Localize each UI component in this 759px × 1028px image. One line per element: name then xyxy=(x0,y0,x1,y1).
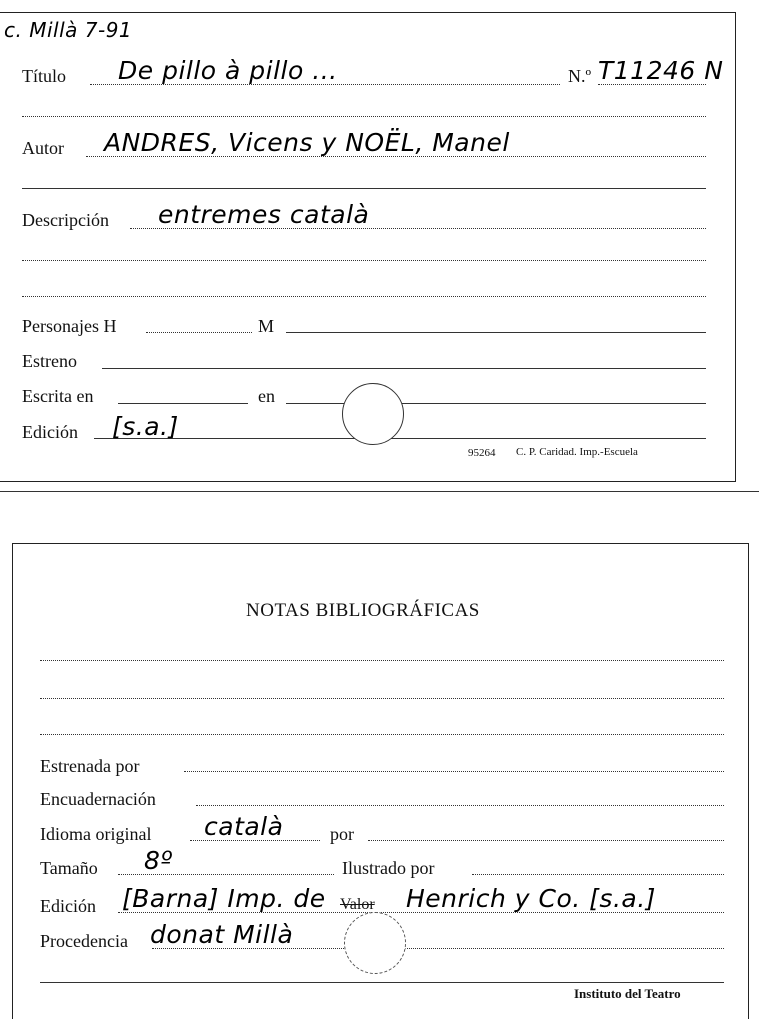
card-divider xyxy=(0,491,759,492)
personajes-m-line xyxy=(286,332,706,333)
estreno-label: Estreno xyxy=(22,351,77,371)
notas-line-2 xyxy=(40,698,724,699)
por-label: por xyxy=(330,824,354,844)
titulo-value: De pillo à pillo ... xyxy=(118,56,338,85)
num-label: N.º xyxy=(568,66,592,86)
idioma-value: català xyxy=(204,812,284,841)
punch-hole-back xyxy=(344,912,406,974)
edicion2-label: Edición xyxy=(40,896,96,916)
autor-value: ANDRES, Vicens y NOËL, Manel xyxy=(104,128,510,157)
encuadernacion-label: Encuadernación xyxy=(40,789,156,809)
por-line xyxy=(368,840,724,841)
printer-code: 95264 xyxy=(468,447,496,459)
titulo-extra-line xyxy=(22,116,706,117)
descripcion-extra-line-2 xyxy=(22,296,706,297)
tamano-label: Tamaño xyxy=(40,858,98,878)
idioma-label: Idioma original xyxy=(40,824,152,844)
procedencia-extra-line xyxy=(40,982,724,983)
edicion-value: [s.a.] xyxy=(112,412,179,441)
m-label: M xyxy=(258,316,275,336)
tamano-value: 8º xyxy=(144,846,173,875)
descripcion-label: Descripción xyxy=(22,210,109,230)
edicion-label: Edición xyxy=(22,422,78,442)
escrita-label: Escrita en xyxy=(22,386,94,406)
punch-hole-front xyxy=(342,383,404,445)
edicion2-value-2: Henrich y Co. [s.a.] xyxy=(406,884,656,913)
procedencia-value: donat Millà xyxy=(150,920,294,949)
personajes-h-line xyxy=(146,332,252,333)
edicion2-struck: Valor xyxy=(340,896,375,913)
num-value: T11246 N xyxy=(598,56,724,85)
edicion2-value-1: [Barna] Imp. de xyxy=(122,884,326,913)
edicion-line xyxy=(94,438,706,439)
titulo-label: Título xyxy=(22,66,66,86)
ilustrado-label: Ilustrado por xyxy=(342,858,435,878)
ilustrado-line xyxy=(472,874,724,875)
corner-note: c. Millà 7-91 xyxy=(4,18,133,42)
printer-name: C. P. Caridad. Imp.-Escuela xyxy=(516,446,638,458)
notas-line-3 xyxy=(40,734,724,735)
notas-line-1 xyxy=(40,660,724,661)
institution-footer: Instituto del Teatro xyxy=(574,986,681,1001)
en-label: en xyxy=(258,386,275,406)
escrita-line xyxy=(118,403,248,404)
notas-heading: NOTAS BIBLIOGRÁFICAS xyxy=(246,600,480,621)
autor-extra-line xyxy=(22,188,706,189)
personajes-label: Personajes H xyxy=(22,316,117,336)
estrenada-line xyxy=(184,771,724,772)
encuadernacion-line xyxy=(196,805,724,806)
autor-label: Autor xyxy=(22,138,64,158)
descripcion-extra-line-1 xyxy=(22,260,706,261)
descripcion-value: entremes català xyxy=(158,200,370,229)
estrenada-label: Estrenada por xyxy=(40,756,140,776)
estreno-line xyxy=(102,368,706,369)
procedencia-label: Procedencia xyxy=(40,931,128,951)
